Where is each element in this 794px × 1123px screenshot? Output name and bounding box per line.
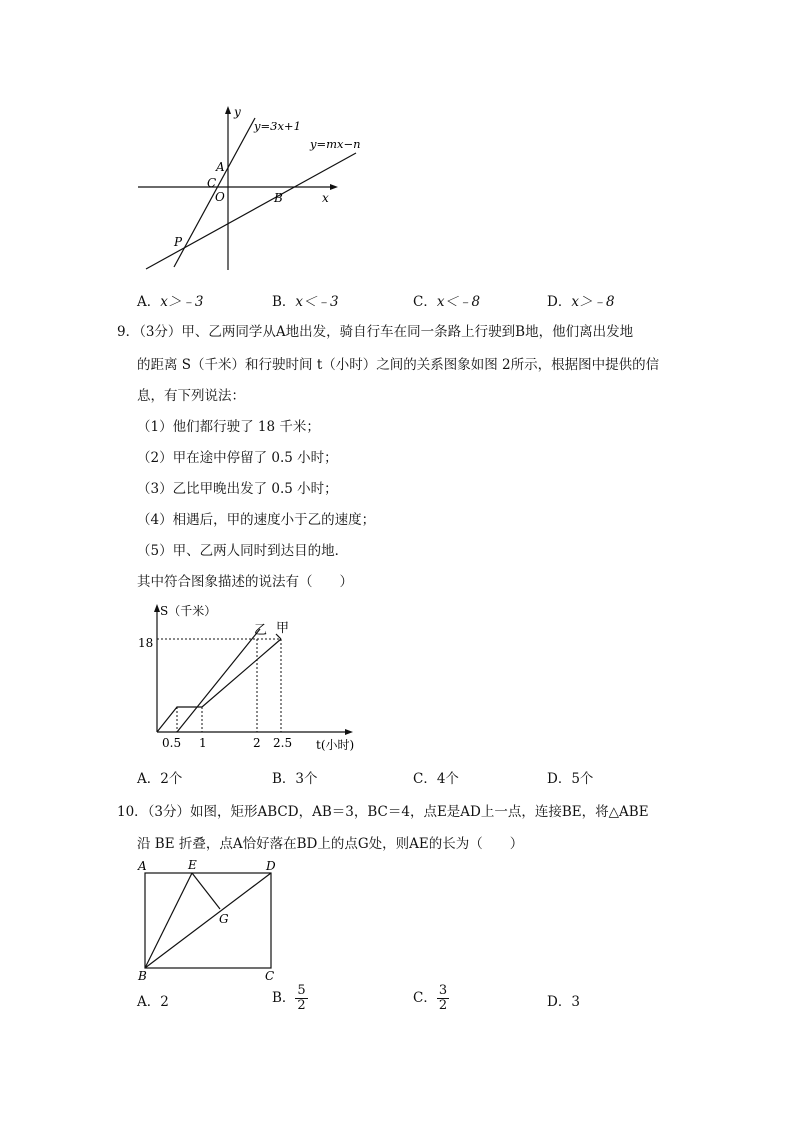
denominator: 2 — [297, 998, 306, 1013]
label-B: B — [138, 969, 147, 983]
q9-option-a[interactable] — [137, 767, 182, 787]
point-C-label: C — [207, 176, 217, 190]
line-y-mx-minus-n — [146, 153, 356, 269]
series-yi — [177, 629, 260, 732]
option-text: 3 — [571, 994, 580, 1010]
series-jia-label: 甲 — [276, 621, 290, 636]
numerator: 5 — [297, 983, 306, 998]
q8-option-c[interactable] — [413, 290, 480, 310]
q10-option-a[interactable] — [137, 990, 169, 1010]
option-text: 3个 — [295, 771, 318, 787]
q9-line1: 9．（3分）甲、乙两同学从A地出发，骑自行车在同一条路上行驶到B地，他们离出发地 — [117, 324, 634, 340]
q10-line2: 沿 BE 折叠，点A恰好落在BD上的点G处，则AE的长为（ ） — [137, 836, 524, 852]
option-expr: x＜﹣3 — [295, 294, 339, 310]
figure-lines-graph — [130, 100, 380, 275]
q9-option-c[interactable] — [413, 767, 459, 787]
option-letter: B． — [272, 990, 296, 1006]
option-expr: x＜﹣8 — [436, 294, 481, 310]
q9-statement-1: （1）他们都行驶了 18 千米； — [137, 419, 320, 435]
label-C: C — [265, 969, 275, 983]
option-expr: x＞﹣3 — [160, 294, 204, 310]
t-axis-arrow — [345, 729, 353, 735]
x-axis-arrow — [330, 184, 338, 190]
q9-option-b[interactable] — [272, 767, 318, 787]
q8-options — [0, 290, 794, 314]
q9-statement-3: （3）乙比甲晚出发了 0.5 小时； — [137, 481, 338, 497]
label-G: G — [219, 912, 229, 926]
fraction-3-over-2 — [437, 984, 449, 1013]
q9-ask: 其中符合图象描述的说法有（ ） — [137, 574, 353, 590]
option-text: 2个 — [160, 771, 183, 787]
tick-1: 1 — [199, 736, 207, 750]
figure-distance-time-graph — [130, 598, 380, 758]
option-letter: C． — [413, 990, 437, 1006]
t-axis-label: t(小时) — [316, 738, 355, 752]
option-letter: A． — [137, 771, 161, 787]
option-text: 5个 — [571, 771, 594, 787]
q8-option-b[interactable] — [272, 290, 339, 310]
line2-label: y=mx−n — [310, 137, 361, 151]
option-letter: A． — [137, 994, 161, 1010]
option-letter: D． — [547, 994, 572, 1010]
option-letter: D． — [547, 771, 572, 787]
q8-option-d[interactable] — [547, 290, 615, 310]
option-text: 2 — [160, 994, 169, 1010]
option-letter: D． — [547, 294, 572, 310]
option-letter: B． — [272, 771, 296, 787]
option-letter: C． — [413, 294, 437, 310]
x-axis-label: x — [322, 191, 329, 205]
denominator: 2 — [438, 998, 448, 1013]
label-A: A — [138, 859, 147, 873]
q9-line3: 息，有下列说法： — [137, 388, 245, 404]
y-axis-label: y — [234, 105, 241, 119]
figure-rectangle-fold — [130, 855, 300, 985]
q9-options — [0, 767, 794, 791]
tick-18: 18 — [138, 636, 154, 650]
y-axis-arrow — [225, 106, 231, 114]
q9-statement-5: （5）甲、乙两人同时到达目的地． — [137, 543, 349, 559]
q10-option-b[interactable] — [272, 984, 308, 1013]
tick-2: 2 — [253, 736, 261, 750]
q9-line2: 的距离 S（千米）和行驶时间 t（小时）之间的关系图象如图 2所示，根据图中提供的信 — [137, 357, 660, 373]
series-jia — [157, 639, 281, 732]
label-D: D — [266, 859, 276, 873]
q8-option-a[interactable] — [137, 290, 203, 310]
point-O-label: O — [215, 190, 225, 204]
segment-be — [145, 873, 192, 968]
s-axis-label: S（千米） — [160, 604, 217, 618]
numerator: 3 — [438, 983, 448, 998]
option-letter: B． — [272, 294, 296, 310]
point-A-label: A — [216, 160, 225, 174]
q9-statement-2: （2）甲在途中停留了 0.5 小时； — [137, 450, 338, 466]
series-yi-label: 乙 — [254, 623, 268, 638]
tick-0-5: 0.5 — [162, 736, 182, 750]
q9-option-d[interactable] — [547, 767, 593, 787]
q10-option-c[interactable] — [413, 984, 449, 1013]
point-P-label: P — [174, 235, 183, 249]
line1-label: y=3x+1 — [254, 119, 301, 133]
segment-bd — [145, 873, 271, 968]
fraction-5-over-2 — [295, 984, 307, 1013]
label-E: E — [188, 858, 197, 872]
q10-options — [0, 983, 794, 1014]
option-letter: A． — [137, 294, 161, 310]
segment-eg — [192, 873, 220, 909]
q10-line1: 10．（3分）如图，矩形ABCD，AB＝3，BC＝4，点E是AD上一点，连接BE，将△ABE — [117, 804, 649, 820]
point-B-label: B — [274, 191, 283, 205]
tick-2-5: 2.5 — [273, 736, 293, 750]
option-letter: C． — [413, 771, 437, 787]
option-expr: x＞﹣8 — [571, 294, 615, 310]
q10-option-d[interactable] — [547, 990, 580, 1010]
q9-statement-4: （4）相遇后，甲的速度小于乙的速度； — [137, 512, 376, 528]
option-text: 4个 — [436, 771, 459, 787]
